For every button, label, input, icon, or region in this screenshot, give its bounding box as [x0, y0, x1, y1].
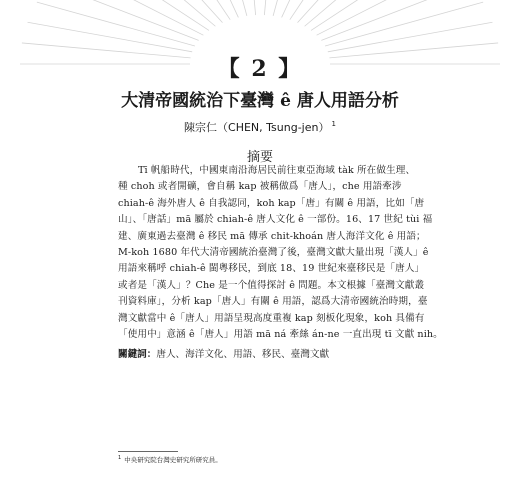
sunburst-ray	[321, 0, 470, 40]
abstract-line: 灣文獻當中 ê「唐人」用語呈現高度重複 kap 刻板化現象，koh 具備有	[118, 312, 425, 324]
keywords-label: 關鍵詞：	[118, 349, 157, 360]
abstract-line: 建、廣東過去臺灣 ê 移民 mā 傳承 chit-khoán 唐人海洋文化 ê 用語；	[118, 230, 426, 242]
author-footnote-mark: 1	[331, 120, 336, 129]
abstract-line: 刊資料庫」，分析 kap「唐人」有關 ê 用語，認爲大清帝國統治時期，臺	[118, 296, 428, 308]
abstract-body	[118, 163, 443, 343]
footnote-divider	[118, 451, 178, 452]
sunburst-ray	[107, 0, 215, 26]
abstract-line: 「使用中」意涵 ê「唐人」用語 mā ná 牽絲 án-ne 一直出現 tī 文獻 nih。	[118, 329, 443, 341]
sunburst-ray	[311, 0, 435, 30]
abstract-line: M-koh 1680 年代大清帝國統治臺灣了後，臺灣文獻大量出現「漢人」ê	[118, 247, 429, 259]
sunburst-ray	[328, 22, 493, 52]
abstract-line: 用語來稱呼 chiah-ê 閩粵移民，到底 18、19 世紀來臺移民是「唐人」	[118, 263, 425, 275]
author-name: 陳宗仁（CHEN, Tsung-jen）	[184, 121, 330, 134]
sunburst-ray	[131, 0, 222, 23]
sunburst-ray	[298, 0, 389, 23]
abstract-heading: 摘要	[246, 150, 273, 165]
sunburst-ray	[28, 22, 193, 52]
abstract-line: 種 choh 或者開礦，會自稱 kap 被稱做爲「唐人」，che 用語牽涉	[118, 181, 402, 193]
sunburst-ray	[186, 0, 239, 17]
sunburst-ray	[273, 0, 305, 16]
sunburst-ray	[264, 0, 275, 15]
sunburst-ray	[305, 0, 413, 26]
abstract-line: chiah-ê 海外唐人 ê 自我認同，koh kap「唐」有關 ê 用語，比如「唐	[118, 197, 425, 209]
abstract-line: 或者是「漢人」？Che 是一个值得探討 ê 問題。本文根據「臺灣文獻叢	[118, 279, 425, 291]
sunburst-ray	[50, 0, 199, 40]
footnote	[118, 455, 222, 464]
sunburst-ray	[290, 0, 362, 20]
sunburst-ray	[158, 0, 230, 20]
chapter-number: 【 2 】	[217, 56, 303, 82]
author-line	[0, 119, 520, 135]
sunburst-ray	[215, 0, 247, 16]
abstract-line: Tī 帆船時代，中國東南沿海居民前往東亞海域 tàk 所在做生理、	[138, 165, 416, 176]
sunburst-ray	[317, 0, 455, 35]
footnote-mark: 1	[118, 455, 122, 461]
sunburst-ray	[245, 0, 256, 15]
abstract-line: 山」、「唐話」mā 屬於 chiah-ê 唐人文化 ê 一部份。16、17 世紀 tùi 福	[118, 214, 433, 226]
keywords	[118, 346, 414, 360]
sunburst-ray	[66, 0, 204, 35]
keywords-text: 唐人、海洋文化、用語、移民、臺灣文獻	[156, 349, 330, 360]
chapter-title: 大清帝國統治下臺灣 ê 唐人用語分析	[121, 91, 399, 111]
sunburst-ray	[282, 0, 335, 17]
footnote-text: 中央研究院台灣史研究所研究員。	[124, 456, 222, 465]
sunburst-ray	[85, 0, 209, 30]
